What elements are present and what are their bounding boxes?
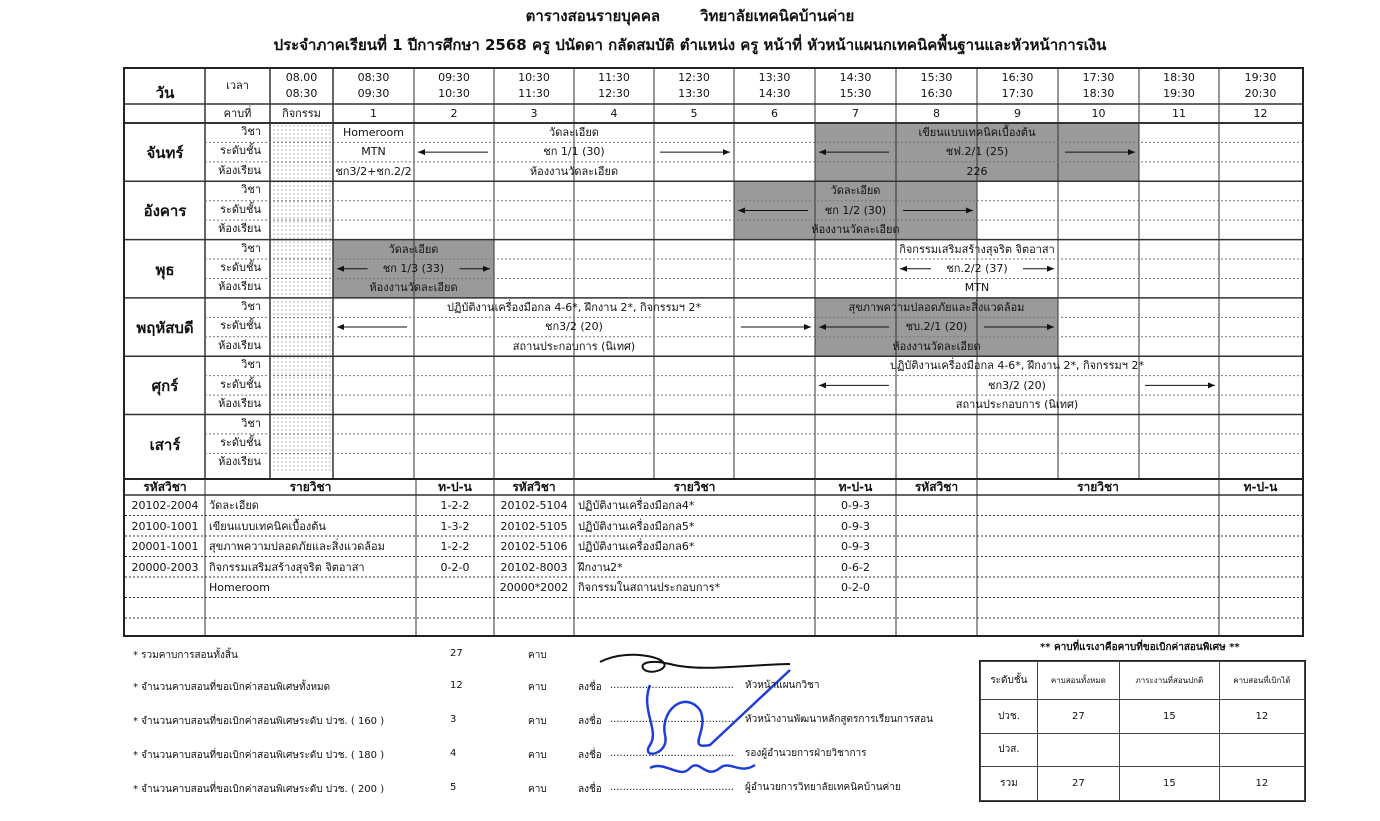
footer-value: 12 [450,680,463,691]
subject-code: 20102-2004 [131,499,199,512]
subject-name: ปฏิบัติงานเครื่องมือกล4* [578,499,695,512]
time-start: 14:30 [839,71,872,84]
time-start: 15:30 [920,71,953,84]
subject-header: รายวิชา [1077,480,1119,494]
day-name: พุธ [155,260,175,279]
day-name: ศุกร์ [151,377,179,396]
class-entry-shaded: ชก 1/2 (30) [824,203,887,217]
subject-code: 20000-2003 [131,560,199,574]
sign-label: ลงชื่อ [578,682,602,693]
subject-name: ฝึกงาน2* [578,560,623,574]
row-label: วิชา [241,299,261,313]
time-end: 18:30 [1082,87,1115,100]
period-number: 9 [1014,107,1021,120]
footer-value: 5 [450,782,457,793]
summary-table [979,660,1306,802]
row-label: ระดับชั้น [220,144,261,158]
document-subtitle: ประจำภาคเรียนที่ 1 ปีการศึกษา 2568 ครู ปนัดดา กลัดสมบัติ ตำแหน่ง ครู หน้าที่ หัวหน้าแผนกเทคนิคพื้นฐานและหัวหน้าการเงิน [273,36,1107,54]
title-schedule: ตารางสอนรายบุคคล [525,7,661,25]
homeroom-entry: ชก3/2+ชก.2/2 [335,164,412,178]
footer-line: * จำนวนคาบสอนที่ขอเบิกค่าสอนพิเศษระดับ ปวช. ( 160 ) [133,716,385,727]
period-number: 8 [933,107,940,120]
period-number: 11 [1172,107,1186,120]
subject-name: Homeroom [209,581,270,594]
subject-header: ท-ป-น [438,480,472,494]
class-entry: ชก 1/1 (30) [543,145,605,159]
class-entry: ห้องงานวัดละเอียด [529,164,619,178]
class-entry: MTN [964,281,990,295]
footer-line: * รวมคาบการสอนทั้งสิ้น [133,650,238,661]
summary-cell: 15 [1119,767,1219,801]
summary-cell: ปวส. [981,733,1038,767]
subject-name: กิจกรรมในสถานประกอบการ* [578,581,721,594]
class-entry-shaded: วัดละเอียด [388,242,439,256]
summary-header: ระดับชั้น [981,662,1038,700]
corner-period-label: คาบที่ [223,107,252,120]
homeroom-entry: MTN [361,145,386,159]
subject-credit: 1-2-2 [440,499,470,512]
time-end: 20:30 [1244,87,1277,100]
subject-header: ท-ป-น [1243,480,1278,494]
row-label: ห้องเรียน [218,455,261,469]
time-start: 10:30 [518,71,550,84]
time-end: 17:30 [1001,87,1034,100]
row-label: ระดับชั้น [220,319,261,333]
row-label: ระดับชั้น [220,377,261,391]
time-start: 11:30 [598,71,630,84]
class-entry: กิจกรรมเสริมสร้างสุจริต จิตอาสา [899,242,1055,256]
summary-cell: 12 [1219,700,1304,734]
summary-cell [1219,733,1304,767]
row-label: วิชา [241,416,261,430]
footer-line: * จำนวนคาบสอนที่ขอเบิกค่าสอนพิเศษทั้งหมด [133,682,331,693]
summary-cell: 27 [1037,767,1119,801]
signer-role: ผู้อำนวยการวิทยาลัยเทคนิคบ้านค่าย [745,782,901,793]
time-end: 10:30 [438,87,470,100]
day-name: อังคาร [143,202,187,221]
time-start: 12:30 [678,71,710,84]
class-entry: สถานประกอบการ (นิเทศ) [955,398,1079,412]
row-label: วิชา [241,241,261,255]
summary-header: ภาระงานที่สอนปกติ [1119,662,1219,700]
class-entry-shaded: ห้องงานวัดละเอียด [811,223,900,237]
time-end: 12:30 [598,87,630,100]
subject-header: รหัสวิชา [143,480,187,494]
day-name: จันทร์ [146,144,184,163]
time-end: 14:30 [758,87,791,100]
class-entry: ปฏิบัติงานเครื่องมือกล 4-6*, ฝึกงาน 2*, กิจกรรมฯ 2* [890,359,1144,373]
class-entry: ชก3/2 (20) [545,320,603,334]
period-number: 7 [852,107,859,120]
time-end: 13:30 [678,87,710,100]
footer-value: 27 [450,648,463,659]
time-end: 09:30 [357,87,390,100]
subject-name: วัดละเอียด [209,499,259,512]
footer-value: 3 [450,714,457,725]
row-label: ห้องเรียน [218,280,261,294]
footer-unit: คาบ [528,682,547,693]
footer-line: * จำนวนคาบสอนที่ขอเบิกค่าสอนพิเศษระดับ ปวช. ( 200 ) [133,784,385,795]
row-label: ห้องเรียน [218,397,261,411]
row-label: ห้องเรียน [218,222,261,236]
activity-header: กิจกรรม [282,107,321,120]
period-number: 3 [530,107,538,120]
class-entry: วัดละเอียด [549,126,599,139]
footer-line: * จำนวนคาบสอนที่ขอเบิกค่าสอนพิเศษระดับ ปวช. ( 180 ) [133,750,385,761]
time-start: 19:30 [1244,71,1277,84]
homeroom-entry: Homeroom [343,126,404,139]
title-college: วิทยาลัยเทคนิคบ้านค่าย [700,7,855,25]
time-start: 08.00 [285,71,318,84]
sign-line: ....................................... [610,782,734,793]
period-number: 1 [370,107,377,120]
period-number: 4 [610,107,618,120]
subject-credit: 0-9-3 [841,540,870,553]
summary-cell [1119,733,1219,767]
subject-code: 20001-1001 [131,540,199,553]
subject-header: ท-ป-น [838,480,873,494]
period-number: 2 [450,107,458,120]
summary-cell [1037,733,1119,767]
class-entry-shaded: ห้องงานวัดละเอียด [369,281,458,295]
summary-cell: 27 [1037,700,1119,734]
schedule-table [123,67,1304,480]
class-entry: ชก3/2 (20) [988,378,1046,392]
summary-header: คาบสอนที่เบิกได้ [1219,662,1304,700]
class-entry-shaded: ชก 1/3 (33) [382,262,445,276]
subject-credit: 1-3-2 [440,519,470,533]
sign-line: ....................................... [610,714,734,725]
subject-credit: 0-2-0 [841,581,870,594]
class-entry-shaded: สุขภาพความปลอดภัยและสิ่งแวดล้อม [848,300,1025,314]
footer-unit: คาบ [528,650,547,661]
summary-note: ** คาบที่แรเงาคือคาบที่ขอเบิกค่าสอนพิเศษ ** [1040,642,1240,653]
sign-label: ลงชื่อ [578,750,602,761]
subject-name: ปฏิบัติงานเครื่องมือกล5* [578,519,695,533]
summary-cell: รวม [981,767,1038,801]
time-start: 13:30 [758,71,791,84]
period-number: 5 [690,107,698,120]
row-label: ห้องเรียน [218,338,261,352]
class-entry: สถานประกอบการ (นิเทศ) [512,339,636,353]
time-end: 19:30 [1163,87,1195,100]
signer-role: หัวหน้าแผนกวิชา [745,680,820,691]
class-entry-shaded: ชบ.2/1 (20) [905,320,968,334]
time-end: 15:30 [839,87,872,100]
period-number: 6 [771,107,778,120]
class-entry-shaded: เขียนแบบเทคนิคเบื้องต้น [918,126,1036,139]
subject-credit: 1-2-2 [440,540,470,553]
subject-code: 20102-5106 [500,540,568,553]
row-label: ระดับชั้น [220,202,261,216]
row-label: ระดับชั้น [220,435,261,449]
sign-label: ลงชื่อ [578,784,602,795]
row-label: วิชา [241,125,261,138]
footer-unit: คาบ [528,716,547,727]
subject-name: กิจกรรมเสริมสร้างสุจริต จิตอาสา [209,560,365,574]
corner-day-label: วัน [155,84,175,102]
subject-header: รายวิชา [673,480,716,494]
subject-code: 20102-8003 [500,560,568,574]
time-end: 11:30 [518,87,550,100]
subject-credit: 0-2-0 [440,560,470,574]
subject-header: รายวิชา [289,480,332,494]
sign-line: ....................................... [610,748,734,759]
class-entry-shaded: 226 [966,164,988,178]
row-label: ระดับชั้น [220,261,261,275]
subject-header: รหัสวิชา [512,480,556,494]
class-entry: ชก.2/2 (37) [946,262,1008,276]
subject-name: เขียนแบบเทคนิคเบื้องต้น [209,519,326,533]
signer-role: หัวหน้างานพัฒนาหลักสูตรการเรียนการสอน [745,714,933,725]
row-label: วิชา [241,358,261,372]
time-start: 09:30 [438,71,470,84]
subject-code: 20102-5105 [500,519,568,533]
subject-credit: 0-6-2 [841,560,870,574]
subject-credit: 0-9-3 [841,519,870,533]
subject-code: 20100-1001 [131,519,199,533]
footer-unit: คาบ [528,784,547,795]
row-label: ห้องเรียน [218,163,261,177]
time-end: 16:30 [920,87,953,100]
class-entry: ปฏิบัติงานเครื่องมือกล 4-6*, ฝึกงาน 2*, กิจกรรมฯ 2* [447,300,701,314]
subject-code: 20102-5104 [500,499,568,512]
period-number: 12 [1253,107,1268,120]
class-entry-shaded: ห้องงานวัดละเอียด [892,339,981,353]
period-number: 10 [1091,107,1106,120]
day-name: พฤหัสบดี [136,319,194,338]
time-start: 18:30 [1163,71,1195,84]
sign-label: ลงชื่อ [578,716,602,727]
row-label: วิชา [241,183,261,197]
day-name: เสาร์ [149,435,181,454]
subject-credit: 0-9-3 [841,499,870,512]
summary-cell: 12 [1219,767,1304,801]
sign-line: ....................................... [610,680,734,691]
subject-header: รหัสวิชา [914,480,959,494]
summary-header: คาบสอนทั้งหมด [1037,662,1119,700]
subject-table [123,479,1304,637]
footer-value: 4 [450,748,457,759]
summary-cell: 15 [1119,700,1219,734]
subject-code: 20000*2002 [499,581,569,594]
corner-time-label: เวลา [226,79,249,92]
time-start: 08:30 [357,71,390,84]
summary-cell: ปวช. [981,700,1038,734]
time-end: 08:30 [285,87,318,100]
subject-name: ปฏิบัติงานเครื่องมือกล6* [578,540,695,553]
subject-name: สุขภาพความปลอดภัยและสิ่งแวดล้อม [209,540,385,553]
time-start: 16:30 [1001,71,1034,84]
class-entry-shaded: ชฟ.2/1 (25) [945,145,1009,159]
time-start: 17:30 [1082,71,1115,84]
footer-unit: คาบ [528,750,547,761]
document-title [0,4,1380,28]
class-entry-shaded: วัดละเอียด [830,184,881,198]
signer-role: รองผู้อำนวยการฝ่ายวิชาการ [745,748,867,759]
